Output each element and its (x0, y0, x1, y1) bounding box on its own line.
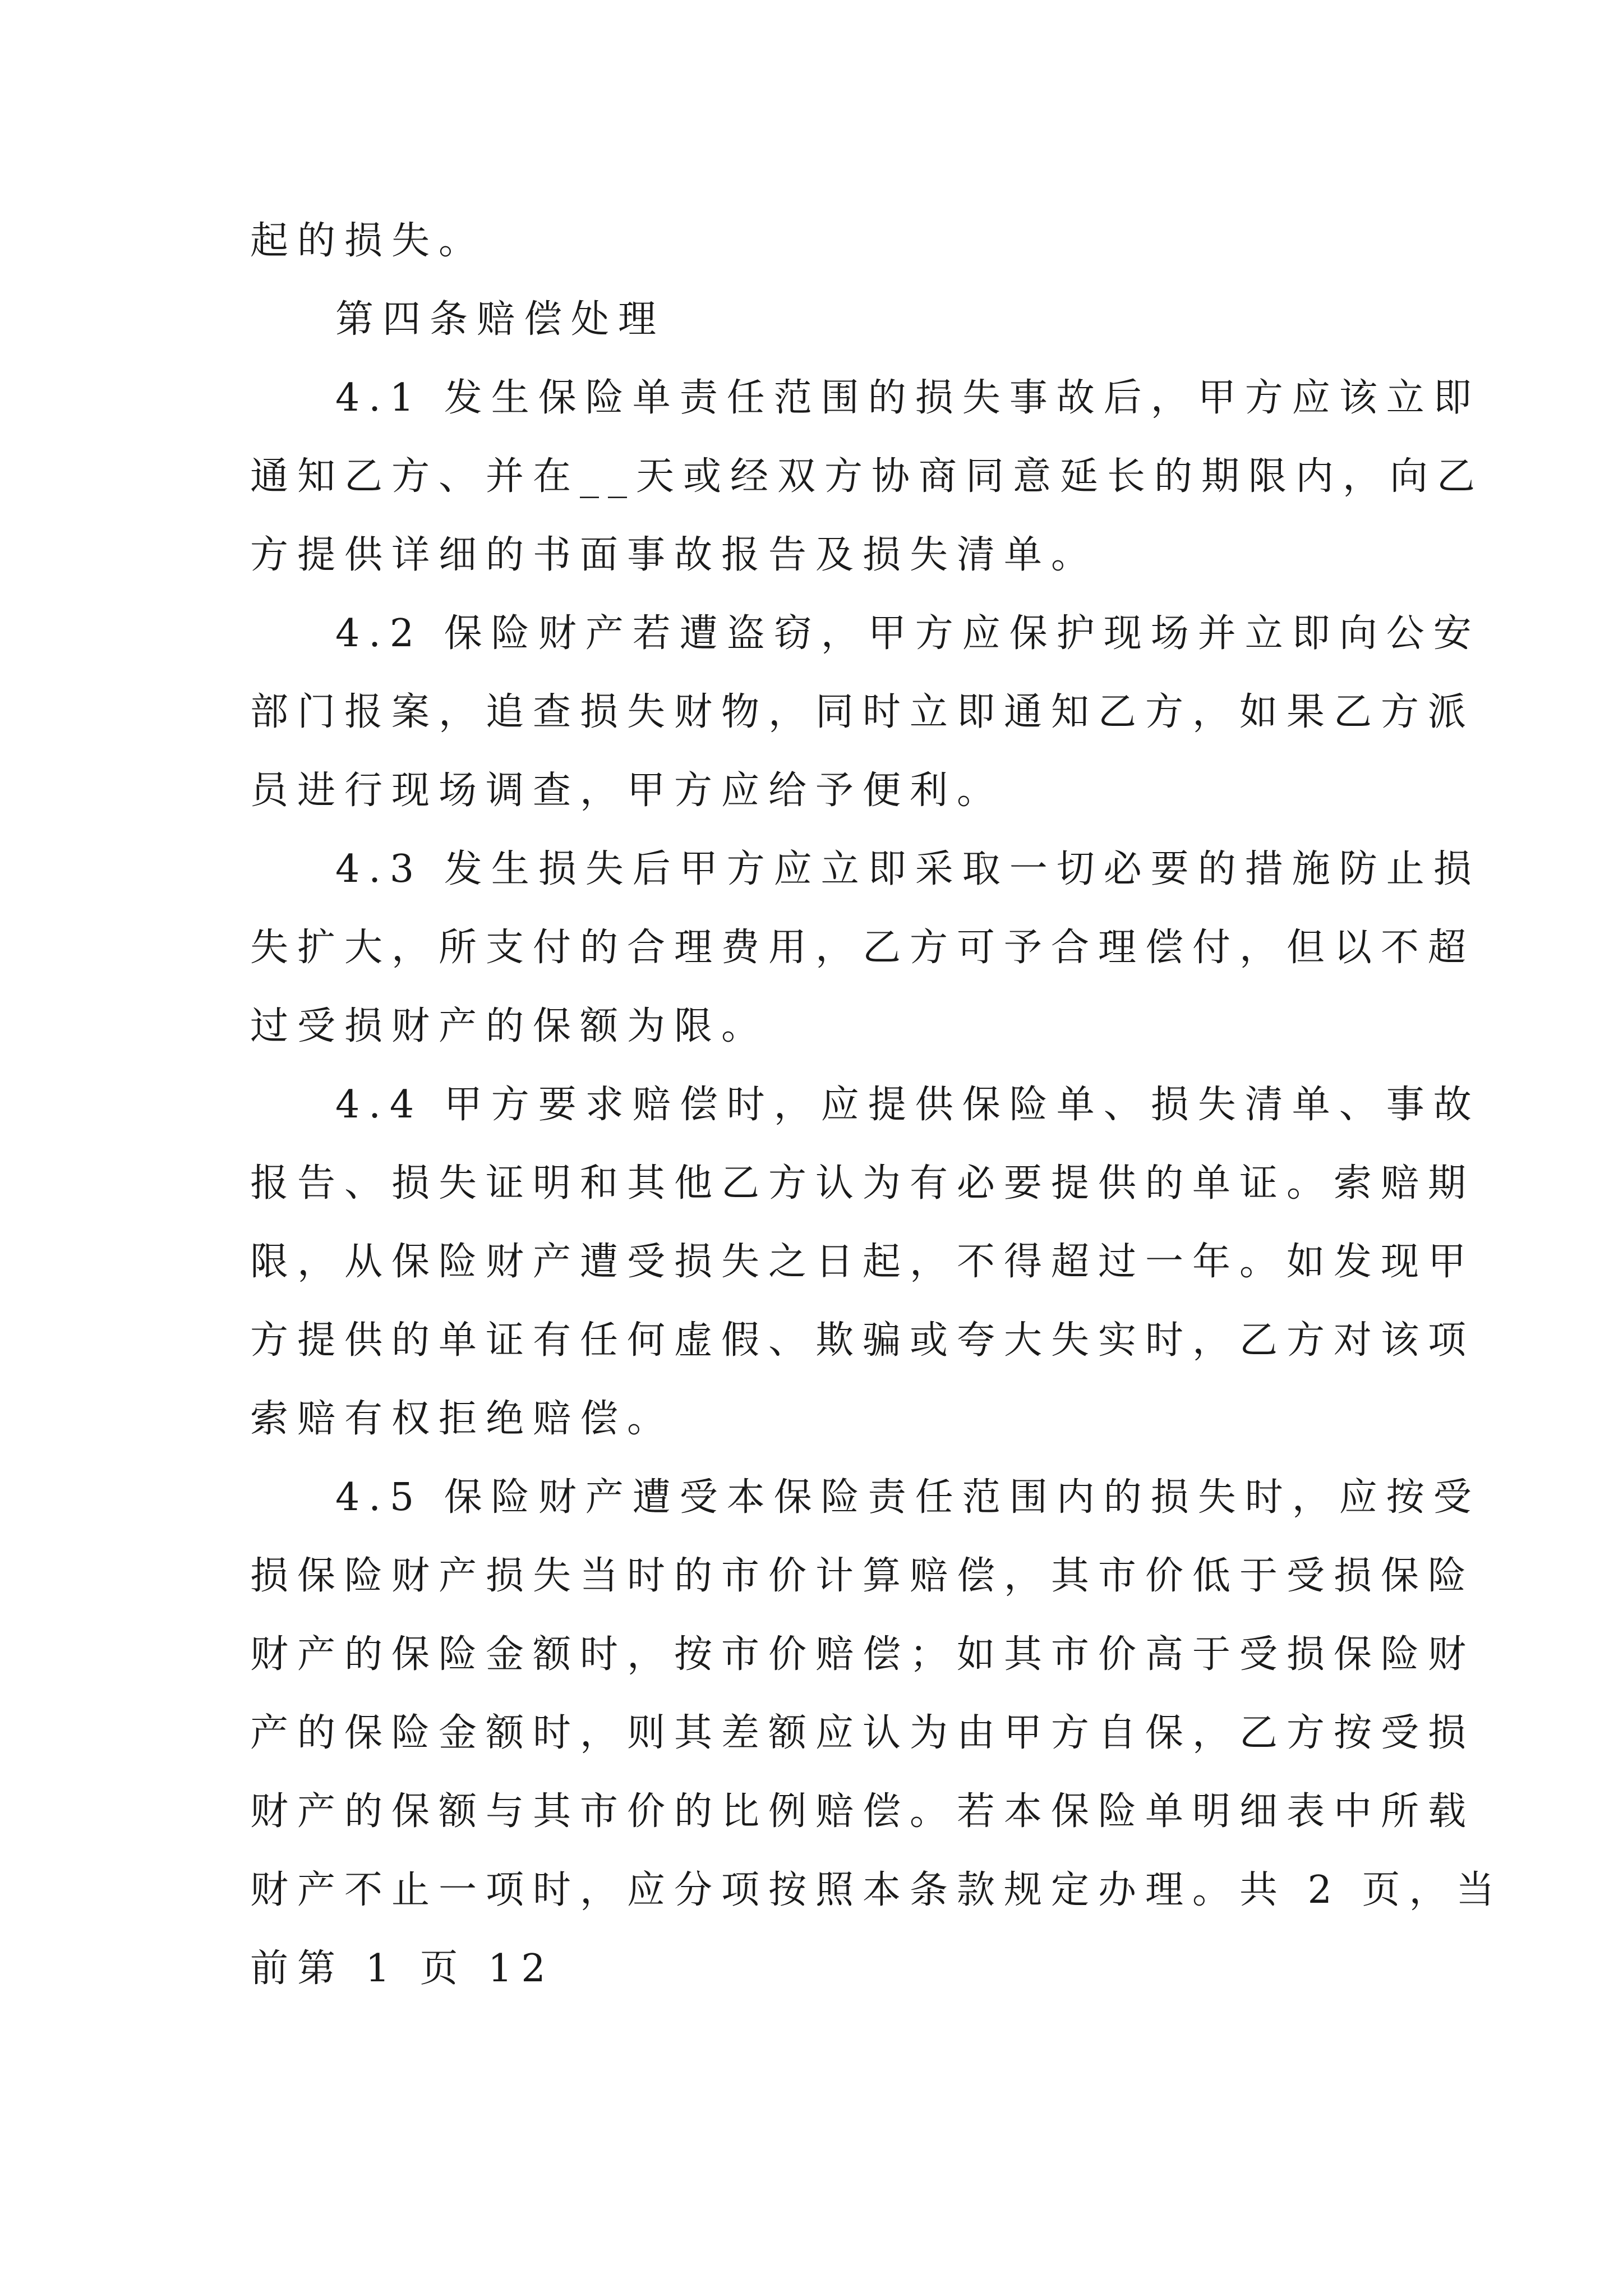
text-line: 4.5 保险财产遭受本保险责任范围内的损失时，应按受 (335, 1475, 1481, 1520)
text-line: 4.4 甲方要求赔偿时，应提供保险单、损失清单、事故 (335, 1083, 1481, 1127)
text-line: 索赔有权拒绝赔偿。 (250, 1397, 675, 1441)
text-line: 起的损失。 (250, 219, 486, 263)
text-line: 产的保险金额时，则其差额应认为由甲方自保，乙方按受损 (250, 1711, 1476, 1755)
text-line: 失扩大，所支付的合理费用，乙方可予合理偿付，但以不超 (250, 926, 1476, 970)
text-line: 财产的保险金额时，按市价赔偿；如其市价高于受损保险财 (250, 1632, 1476, 1677)
text-line: 方提供详细的书面事故报告及损失清单。 (250, 533, 1099, 577)
text-line: 方提供的单证有任何虚假、欺骗或夸大失实时，乙方对该项 (250, 1318, 1476, 1363)
text-line: 部门报案，追查损失财物，同时立即通知乙方，如果乙方派 (250, 690, 1476, 734)
text-line: 4.3 发生损失后甲方应立即采取一切必要的措施防止损 (335, 847, 1481, 891)
text-line: 过受损财产的保额为限。 (250, 1004, 769, 1048)
text-line: 通知乙方、并在__天或经双方协商同意延长的期限内，向乙 (250, 454, 1484, 499)
text-line: 4.2 保险财产若遭盗窃，甲方应保护现场并立即向公安 (335, 611, 1481, 656)
text-line: 财产不止一项时，应分项按照本条款规定办理。共 2 页，当 (250, 1868, 1504, 1912)
text-line: 报告、损失证明和其他乙方认为有必要提供的单证。索赔期 (250, 1161, 1476, 1205)
text-line: 财产的保额与其市价的比例赔偿。若本保险单明细表中所载 (250, 1789, 1476, 1834)
text-line: 限，从保险财产遭受损失之日起，不得超过一年。如发现甲 (250, 1240, 1476, 1284)
text-line: 损保险财产损失当时的市价计算赔偿，其市价低于受损保险 (250, 1554, 1476, 1598)
text-line: 前第 1 页 12 (250, 1947, 555, 1991)
text-line: 第四条赔偿处理 (335, 297, 666, 342)
text-line: 4.1 发生保险单责任范围的损失事故后，甲方应该立即 (335, 376, 1481, 420)
text-line: 员进行现场调查，甲方应给予便利。 (250, 769, 1004, 813)
document-body (250, 202, 1504, 2008)
